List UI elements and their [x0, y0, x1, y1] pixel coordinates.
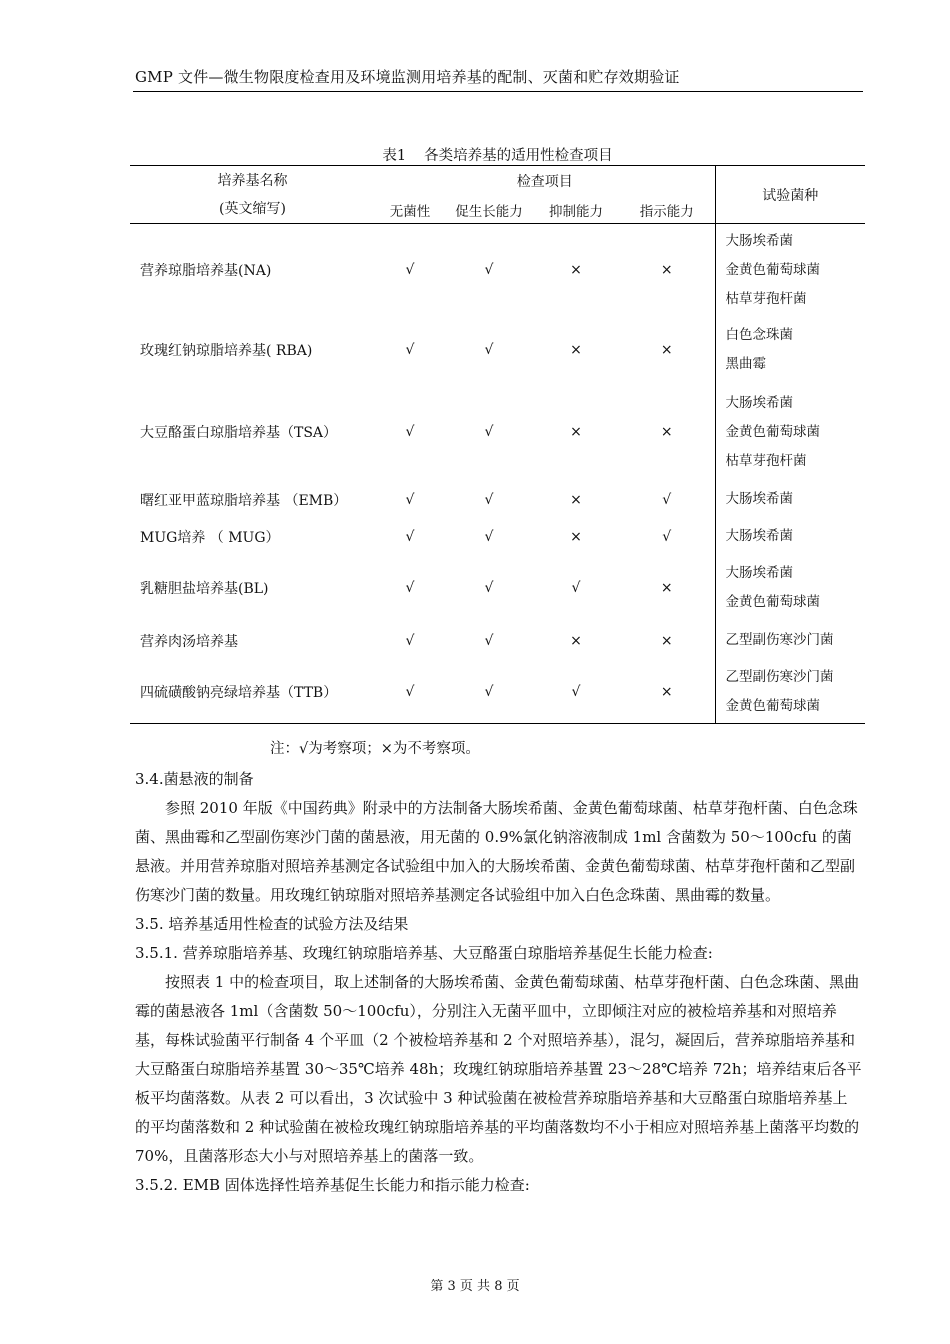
table-row — [130, 224, 865, 317]
indication-mark: × — [660, 684, 673, 701]
sterility-mark: √ — [405, 262, 415, 279]
inhibition-mark: × — [570, 528, 582, 545]
table-row — [130, 317, 865, 383]
section-heading-3-4: 3.4.菌悬液的制备 — [135, 770, 254, 788]
inhibition-mark: √ — [571, 684, 581, 701]
strain: 大肠埃希菌 — [725, 528, 793, 544]
medium-name: 四硫磺酸钠亮绿培养基（TTB） — [140, 685, 338, 702]
column-header-indication: 指示能力 — [619, 196, 715, 224]
growth-mark: √ — [484, 262, 494, 279]
table-row — [130, 662, 865, 724]
column-header-medium-name — [130, 166, 375, 224]
test-strains — [715, 317, 865, 383]
indication-mark: × — [660, 341, 673, 358]
inhibition-mark: √ — [571, 579, 581, 596]
document-header: GMP 文件—微生物限度检查用及环境监测用培养基的配制、灭菌和贮存效期验证 — [135, 68, 680, 86]
inhibition-mark: × — [570, 262, 582, 279]
sterility-mark: √ — [405, 491, 415, 508]
section-heading-3-5: 3.5. 培养基适用性检查的试验方法及结果 — [135, 915, 409, 933]
indication-mark: √ — [662, 528, 672, 545]
growth-mark: √ — [484, 341, 494, 358]
suitability-table-container — [130, 165, 865, 724]
medium-name: 营养琼脂培养基(NA) — [140, 263, 272, 280]
strain: 枯草芽孢杆菌 — [725, 452, 807, 469]
medium-name: MUG培养 （ MUG） — [140, 529, 280, 546]
table-row — [130, 518, 865, 556]
test-strains — [715, 482, 865, 518]
strain: 金黄色葡萄球菌 — [725, 698, 820, 715]
strain: 大肠埃希菌 — [725, 394, 793, 411]
indication-mark: × — [660, 262, 673, 279]
test-strains — [715, 662, 865, 724]
column-header-growth-promotion: 促生长能力 — [445, 196, 533, 224]
table-note: 注：√为考察项；×为不考察项。 — [270, 741, 480, 757]
sterility-mark: √ — [405, 424, 415, 440]
growth-mark: √ — [484, 684, 494, 701]
test-strains — [715, 620, 865, 662]
sterility-mark: √ — [405, 632, 415, 649]
table-caption-number: 表1 — [382, 148, 407, 164]
test-strains — [715, 383, 865, 482]
inhibition-mark: × — [570, 341, 582, 358]
table-row — [130, 383, 865, 482]
strain: 大肠埃希菌 — [725, 491, 793, 507]
medium-name: 大豆酪蛋白琼脂培养基（TSA） — [140, 425, 338, 441]
table-caption — [130, 144, 865, 165]
strain: 大肠埃希菌 — [725, 564, 793, 581]
medium-name: 曙红亚甲蓝琼脂培养基 （EMB） — [140, 492, 348, 509]
growth-mark: √ — [484, 632, 494, 649]
table-row — [130, 556, 865, 620]
column-header-inhibition: 抑制能力 — [533, 196, 619, 224]
strain: 枯草芽孢杆菌 — [725, 290, 807, 307]
medium-name: 玫瑰红钠琼脂培养基( RBA) — [140, 342, 313, 359]
table-row — [130, 620, 865, 662]
section-paragraph-3-4: 参照 2010 年版《中国药典》附录中的方法制备大肠埃希菌、金黄色葡萄球菌、枯草芽孢杆菌、白色念珠菌、黑曲霉和乙型副伤寒沙门菌的菌悬液，用无菌的 0.9%氯化钠溶液制成 1ml 含菌数为 50～100cfu 的菌悬液。并用营养琼脂对照培养基测定各试验组中加入的大肠埃希菌、金黄色葡萄球菌、枯草芽孢杆菌和乙型副伤寒沙门菌的数量。用玫瑰红钠琼脂对照培养基测定各试验组中加入白色念珠菌、黑曲霉的数量。 — [135, 799, 858, 904]
strain: 金黄色葡萄球菌 — [725, 593, 820, 610]
growth-mark: √ — [484, 579, 494, 596]
column-header-test-strains: 试验菌种 — [715, 166, 865, 224]
header-divider — [133, 91, 863, 92]
strain: 金黄色葡萄球菌 — [725, 261, 820, 278]
section-heading-3-5-1: 3.5.1. 营养琼脂培养基、玫瑰红钠琼脂培养基、大豆酪蛋白琼脂培养基促生长能力检查: — [135, 944, 713, 962]
growth-mark: √ — [484, 424, 494, 440]
strain: 黑曲霉 — [725, 355, 766, 372]
test-strains — [715, 224, 865, 317]
sterility-mark: √ — [405, 341, 415, 358]
strain: 大肠埃希菌 — [725, 232, 793, 249]
growth-mark: √ — [484, 528, 494, 545]
column-group-check-items: 检查项目 — [516, 174, 573, 190]
page-number: 第 3 页 共 8 页 — [430, 1279, 520, 1294]
strain: 金黄色葡萄球菌 — [725, 423, 820, 440]
document-body — [135, 765, 862, 1200]
inhibition-mark: × — [570, 632, 582, 649]
sterility-mark: √ — [405, 528, 415, 545]
indication-mark: × — [660, 424, 673, 440]
strain: 乙型副伤寒沙门菌 — [725, 669, 834, 686]
table-caption-title: 各类培养基的适用性检查项目 — [424, 148, 613, 164]
suitability-table — [130, 165, 865, 724]
medium-name-header-line2: (英文缩写) — [219, 200, 286, 217]
section-heading-3-5-2: 3.5.2. EMB 固体选择性培养基促生长能力和指示能力检查: — [135, 1176, 530, 1194]
indication-mark: √ — [662, 491, 672, 508]
section-paragraph-3-5-1: 按照表 1 中的检查项目，取上述制备的大肠埃希菌、金黄色葡萄球菌、枯草芽孢杆菌、白色念珠菌、黑曲霉的菌悬液各 1ml（含菌数 50～100cfu），分别注入无菌平皿中，立即倾注对应的被检培养基和对照培养基，每株试验菌平行制备 4 个平皿（2 个被检培养基和 2 个对照培养基），混匀，凝固后，营养琼脂培养基和大豆酪蛋白琼脂培养基置 30～35℃培养 48h；玫瑰红钠琼脂培养基置 23～28℃培养 72h；培养结束后各平板平均菌落数。从表 2 可以看出，3 次试验中 3 种试验菌在被检营养琼脂培养基和大豆酪蛋白琼脂培养基上的平均菌落数和 2 种试验菌在被检玫瑰红钠琼脂培养基的平均菌落数均不小于相应对照培养基上菌落平均数的 70%，且菌落形态大小与对照培养基上的菌落一致。 — [135, 973, 862, 1165]
test-strains — [715, 518, 865, 556]
inhibition-mark: × — [570, 424, 582, 440]
indication-mark: × — [660, 632, 673, 649]
strain: 乙型副伤寒沙门菌 — [725, 632, 834, 648]
indication-mark: × — [660, 579, 673, 596]
column-header-sterility: 无菌性 — [375, 196, 445, 224]
table-row — [130, 482, 865, 518]
test-strains — [715, 556, 865, 620]
medium-name: 乳糖胆盐培养基(BL) — [140, 580, 269, 597]
medium-name-header-line1: 培养基名称 — [217, 172, 288, 189]
medium-name: 营养肉汤培养基 — [140, 633, 238, 650]
strain: 白色念珠菌 — [725, 326, 793, 343]
growth-mark: √ — [484, 491, 494, 508]
inhibition-mark: × — [570, 491, 582, 508]
sterility-mark: √ — [405, 579, 415, 596]
sterility-mark: √ — [405, 684, 415, 701]
